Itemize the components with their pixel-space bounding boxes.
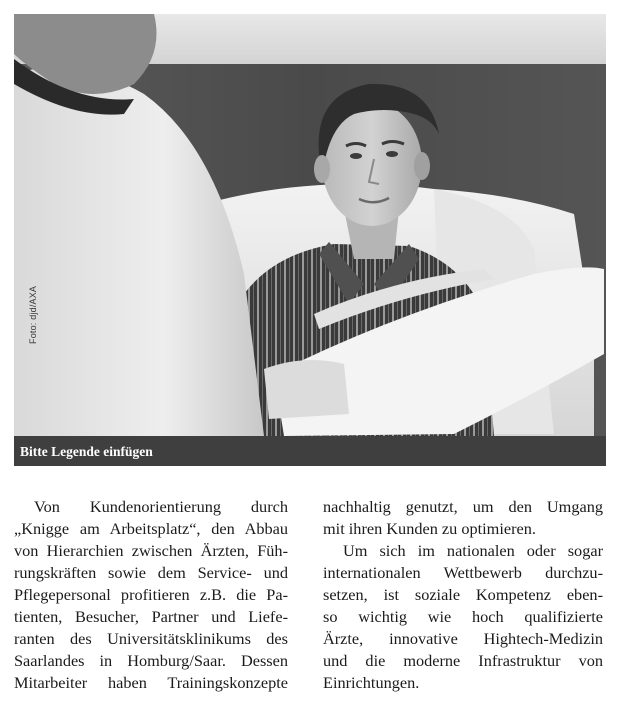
text-line: setzen, ist soziale Kompetenz eben- bbox=[323, 585, 603, 604]
photo-credit: Foto: djd/AXA bbox=[28, 285, 38, 344]
caption-bar bbox=[14, 436, 606, 466]
text-line: Von Kundenorientierung durch bbox=[34, 497, 288, 516]
text-line: Saarlandes in Homburg/Saar. Dessen bbox=[14, 651, 288, 670]
text-line: Mitarbeiter haben Trainingskonzepte bbox=[14, 673, 288, 692]
text-line: Pflegepersonal profitieren z.B. die Pa- bbox=[14, 585, 288, 604]
article-photo bbox=[14, 14, 606, 436]
text-line: und die moderne Infrastruktur von bbox=[323, 651, 603, 670]
text-line: Ärzte, innovative Hightech-Medizin bbox=[323, 629, 603, 648]
figure-caption: Bitte Legende einfügen bbox=[20, 444, 153, 459]
article-column-right bbox=[323, 496, 603, 694]
text-line: ranten des Universitätsklinikums des bbox=[14, 629, 288, 648]
text-line: von Hierarchien zwischen Ärzten, Füh- bbox=[14, 541, 288, 560]
text-line: mit ihren Kunden zu optimieren. bbox=[323, 519, 536, 538]
article-column-left bbox=[14, 496, 288, 694]
article-figure bbox=[14, 14, 606, 466]
text-line: Um sich im nationalen oder sogar bbox=[343, 541, 603, 560]
text-line: nachhaltig genutzt, um den Umgang bbox=[323, 497, 603, 516]
text-line: tienten, Besucher, Partner und Liefe- bbox=[14, 607, 288, 626]
text-line: „Knigge am Arbeitsplatz“, den Abbau bbox=[14, 519, 288, 538]
text-line: Einrichtungen. bbox=[323, 673, 420, 692]
text-line: so wichtig wie hoch qualifizierte bbox=[323, 607, 603, 626]
text-line: internationalen Wettbewerb durchzu- bbox=[323, 563, 603, 582]
text-line: rungskräften sowie dem Service- und bbox=[14, 563, 288, 582]
